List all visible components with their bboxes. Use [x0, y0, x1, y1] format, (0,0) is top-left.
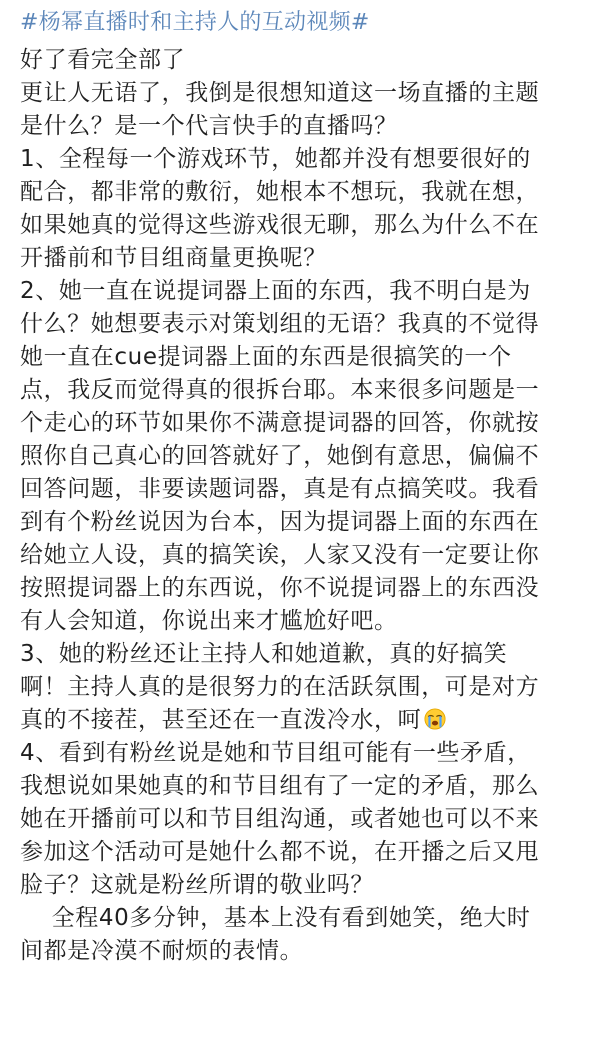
post-line: 个走心的环节如果你不满意提词器的回答，你就按 — [20, 410, 540, 436]
post-line: 啊！主持人真的是很努力的在活跃氛围，可是对方 — [20, 674, 540, 700]
post-line-text: 真的不接茬，甚至还在一直泼冷水，呵 — [20, 707, 422, 733]
post-line: 3、她的粉丝还让主持人和她道歉，真的好搞笑 — [20, 641, 508, 667]
post-line: 4、看到有粉丝说是她和节目组可能有一些矛盾， — [20, 740, 531, 766]
post-line: 按照提词器上的东西说，你不说提词器上的东西没 — [20, 575, 540, 601]
post-line-with-emoji — [20, 704, 584, 737]
post-line: 如果她真的觉得这些游戏很无聊，那么为什么不在 — [20, 212, 540, 238]
post-line: 配合，都非常的敷衍，她根本不想玩，我就在想， — [20, 179, 540, 205]
post-line: 给她立人设，真的搞笑诶，人家又没有一定要让你 — [20, 542, 540, 568]
post-line: 什么？她想要表示对策划组的无语？我真的不觉得 — [20, 311, 540, 337]
post-line: 她在开播前可以和节目组沟通，或者她也可以不来 — [20, 806, 540, 832]
post-line: 2、她一直在说提词器上面的东西，我不明白是为 — [20, 278, 531, 304]
topic-hashtag-link[interactable]: #杨幂直播时和主持人的互动视频# — [20, 10, 370, 35]
post-line: 1、全程每一个游戏环节，她都并没有想要很好的 — [20, 146, 531, 172]
crying-face-emoji-icon — [424, 708, 446, 730]
post-line: 更让人无语了，我倒是很想知道这一场直播的主题 — [20, 80, 540, 106]
post-line: 脸子？这就是粉丝所谓的敬业吗？ — [20, 872, 374, 898]
post-line: 好了看完全部了 — [20, 47, 186, 73]
post-line: 是什么？是一个代言快手的直播吗？ — [20, 113, 398, 139]
post-line: 有人会知道，你说出来才尴尬好吧。 — [20, 608, 398, 634]
post-line: 点，我反而觉得真的很拆台耶。本来很多问题是一 — [20, 377, 540, 403]
post-line: 参加这个活动可是她什么都不说，在开播之后又甩 — [20, 839, 540, 865]
post-line: 照你自己真心的回答就好了，她倒有意思，偏偏不 — [20, 443, 540, 469]
post-line: 我想说如果她真的和节目组有了一定的矛盾，那么 — [20, 773, 540, 799]
post-line: 开播前和节目组商量更换呢？ — [20, 245, 327, 271]
post-line: 全程40多分钟，基本上没有看到她笑，绝大时 — [20, 905, 531, 931]
post-line: 到有个粉丝说因为台本，因为提词器上面的东西在 — [20, 509, 540, 535]
post-body — [20, 44, 584, 968]
post-line: 回答问题，非要读题词器，真是有点搞笑哎。我看 — [20, 476, 540, 502]
post-line: 间都是冷漠不耐烦的表情。 — [20, 938, 304, 964]
post-line: 她一直在cue提词器上面的东西是很搞笑的一个 — [20, 344, 512, 370]
